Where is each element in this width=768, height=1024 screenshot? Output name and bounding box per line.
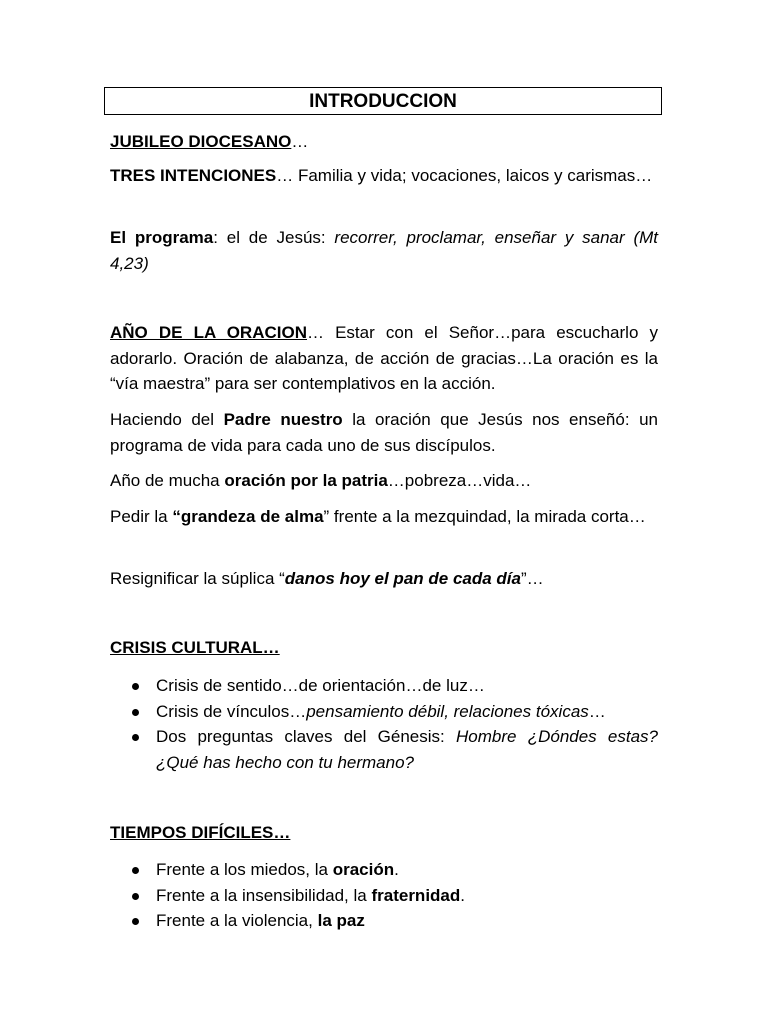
grandeza-bold: “grandeza de alma (172, 507, 324, 526)
programa-label: El programa (110, 228, 214, 247)
crisis-item-text: Crisis de vínculos… (156, 701, 307, 721)
patria-bold: oración por la patria (224, 471, 388, 490)
list-item (110, 699, 658, 725)
programa-paragraph (110, 225, 658, 276)
tiempos-item-text: Frente a los miedos, la (156, 860, 333, 879)
suplica-pre: Resignificar la súplica “ (110, 569, 285, 588)
list-item (110, 724, 658, 775)
tres-intenciones-label: TRES INTENCIONES (110, 166, 277, 185)
crisis-heading: CRISIS CULTURAL… (110, 638, 280, 657)
grandeza-paragraph (110, 504, 658, 530)
patria-paragraph (110, 468, 658, 494)
tiempos-item-bold: oración (332, 860, 395, 879)
list-item (110, 857, 658, 883)
crisis-list (110, 673, 658, 775)
padre-rest: la oración que Jesús nos enseñó: un programa de vida para cada uno de sus discípulos. (110, 410, 658, 455)
tiempos-list (110, 857, 658, 934)
padre-nuestro-paragraph (110, 407, 658, 458)
tiempos-item-text: Frente a la violencia, (156, 911, 318, 930)
programa-citation: recorrer, proclamar, enseñar y sanar (Mt 4,23) (110, 228, 658, 273)
bullet-icon (132, 683, 139, 690)
bullet-icon (132, 709, 139, 716)
patria-pre: Año de mucha (110, 471, 225, 490)
jubileo-paragraph (110, 129, 658, 155)
tiempos-item-bold: fraternidad (371, 885, 461, 905)
tiempos-item-text: Frente a la insensibilidad, la (156, 885, 372, 905)
crisis-item-italic: Hombre ¿Dóndes estas? ¿Qué has hecho con tu hermano? (156, 727, 659, 772)
jubileo-heading: JUBILEO DIOCESANO (110, 132, 292, 151)
bullet-icon (132, 734, 139, 741)
programa-mid: : el de Jesús: (213, 228, 335, 247)
tiempos-item-after: . (394, 860, 399, 879)
oracion-year-paragraph (110, 320, 658, 397)
suplica-rest: ”… (520, 569, 544, 588)
tiempos-heading: TIEMPOS DIFÍCILES… (110, 823, 291, 842)
tiempos-item-after: . (460, 885, 465, 905)
tiempos-item-bold: la paz (317, 911, 365, 930)
document-title: INTRODUCCION (104, 87, 662, 115)
crisis-item-text: Dos preguntas claves del Génesis: (156, 727, 456, 746)
bullet-icon (132, 867, 139, 874)
suplica-quote: danos hoy el pan de cada día (284, 569, 521, 588)
suplica-paragraph (110, 566, 658, 592)
patria-rest: …pobreza…vida… (387, 471, 532, 490)
grandeza-pre: Pedir la (110, 507, 173, 526)
bullet-icon (132, 918, 139, 925)
padre-pre: Haciendo del (110, 410, 224, 429)
list-item (110, 673, 658, 699)
oracion-year-text: … Estar con el Señor…para escucharlo y adorarlo. Oración de alabanza, de acción de gracias…La oración es la “vía maestra” para ser contemplativos en la acción. (110, 323, 658, 393)
jubileo-rest: … (291, 132, 309, 151)
padre-bold: Padre nuestro (223, 410, 343, 429)
crisis-item-after: … (588, 701, 606, 721)
grandeza-rest: ” frente a la mezquindad, la mirada corta… (323, 507, 646, 526)
crisis-item-text: Crisis de sentido…de orientación…de luz… (156, 676, 485, 695)
tres-intenciones-paragraph (110, 163, 658, 189)
oracion-year-heading: AÑO DE LA ORACION (110, 323, 307, 342)
list-item (110, 908, 658, 934)
crisis-item-italic: pensamiento débil, relaciones tóxicas (306, 701, 589, 721)
tres-intenciones-text: … Familia y vida; vocaciones, laicos y carismas… (276, 166, 653, 185)
bullet-icon (132, 893, 139, 900)
list-item (110, 883, 658, 909)
